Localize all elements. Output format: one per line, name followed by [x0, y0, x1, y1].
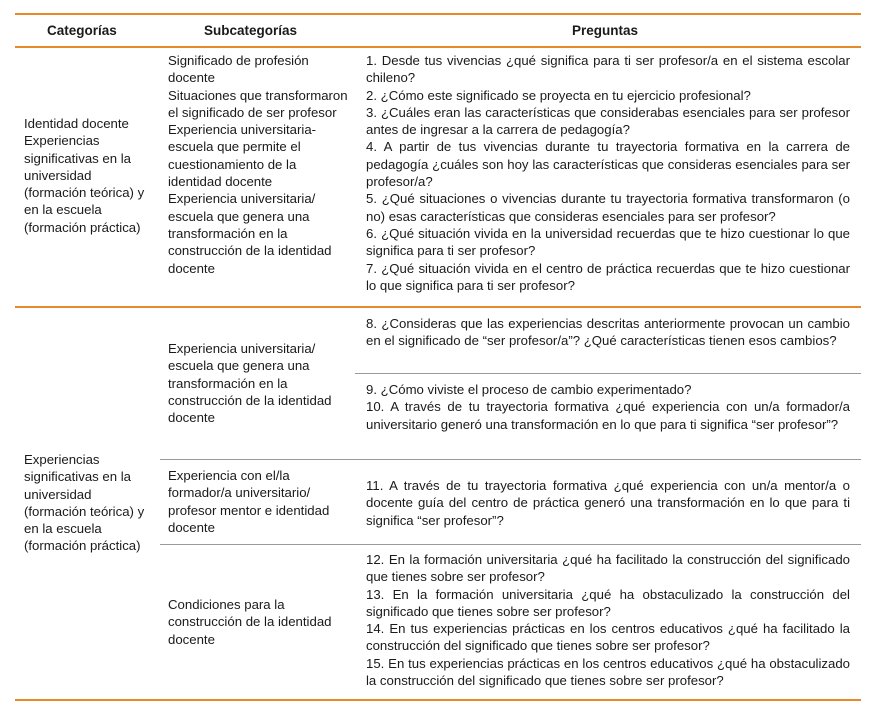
section1-category: Identidad docente Experiencias significativas en la universidad (formación teórica) y en la escuela (formación práctica) — [24, 116, 145, 235]
question-item: 3. ¿Cuáles eran las características que considerabas esenciales para ser profesor antes de ingresar a la carrera de pedagogía? — [366, 104, 850, 138]
row-divider-rule — [160, 459, 861, 460]
section2-subcategory-2: Experiencia con el/la formador/a universitario/ profesor mentor e identidad docente — [168, 468, 330, 535]
header-categorias: Categorías — [47, 23, 117, 38]
section2-question-group — [366, 477, 850, 529]
header-bottom-rule — [15, 46, 861, 48]
question-item: 1. Desde tus vivencias ¿qué significa para ti ser profesor/a en el sistema escolar chileno? — [366, 53, 850, 86]
section1-questions — [366, 52, 850, 294]
question-item: 2. ¿Cómo este significado se proyecta en tu ejercicio profesional? — [366, 87, 751, 103]
section2-question-group — [366, 315, 850, 350]
header-preguntas: Preguntas — [572, 23, 639, 38]
question-divider-rule — [355, 373, 861, 374]
section-divider-rule — [15, 306, 861, 308]
question-item: 10. A través de tu trayectoria formativa ¿qué experiencia con un/a formador/a universitario generó una transformación en lo que para ti significa “ser profesor”? — [366, 399, 850, 432]
question-item: 12. En la formación universitaria ¿qué ha facilitado la construcción del significado que tienes sobre ser profesor? — [366, 552, 850, 585]
question-item: 6. ¿Qué situación vivida en la universidad recuerdas que te hizo cuestionar lo que significa para ti ser profesor? — [366, 225, 850, 259]
question-item: 7. ¿Qué situación vivida en el centro de práctica recuerdas que te hizo cuestionar lo que significa para ti ser profesor? — [366, 260, 850, 293]
header-subcategorias: Subcategorías — [204, 23, 298, 38]
question-item: 14. En tus experiencias prácticas en los centros educativos ¿qué ha facilitado la construcción del significado que tienes sobre ser profesor? — [366, 621, 850, 654]
subcategory-item: Experiencia universitaria/ escuela que genera una transformación en la construcción de la identidad docente — [168, 191, 332, 276]
section2-subcategory-1: Experiencia universitaria/ escuela que genera una transformación en la construcción de la identidad docente — [168, 341, 332, 426]
subcategory-item: Situaciones que transformaron el significado de ser profesor — [168, 87, 348, 120]
subcategory-item: Experiencia universitaria-escuela que permite el cuestionamiento de la identidad docente — [168, 122, 317, 190]
section2-subcategory-3: Condiciones para la construcción de la identidad docente — [168, 597, 332, 647]
question-item: 5. ¿Qué situaciones o vivencias durante tu trayectoria formativa transformaron (o no) esas características que consideras esenciales para ser profesor? — [366, 191, 850, 224]
question-item: 15. En tus experiencias prácticas en los centros educativos ¿qué ha obstaculizado la construcción del significado que tienes sobre ser profesor? — [366, 655, 850, 689]
section2-question-group — [366, 381, 850, 433]
question-item: 11. A través de tu trayectoria formativa ¿qué experiencia con un/a mentor/a o docente guía del centro de práctica generó una transformación en lo que para ti significa “ser profesor”? — [366, 478, 850, 528]
section1-subcategories — [168, 52, 348, 277]
subcategory-item: Significado de profesión docente — [168, 53, 309, 86]
section2-category: Experiencias significativas en la universidad (formación teórica) y en la escuela (formación práctica) — [24, 452, 145, 554]
question-item: 8. ¿Consideras que las experiencias descritas anteriormente provocan un cambio en el significado de “ser profesor/a”? ¿Qué características tienen esos cambios? — [366, 316, 850, 349]
row-divider-rule — [160, 544, 861, 545]
question-item: 13. En la formación universitaria ¿qué ha obstaculizado la construcción del significado que tienes sobre ser profesor? — [366, 586, 850, 619]
table-bottom-rule — [15, 699, 861, 701]
table-top-rule — [15, 13, 861, 15]
question-item: 9. ¿Cómo viviste el proceso de cambio experimentado? — [366, 382, 692, 397]
section2-question-group — [366, 551, 850, 689]
question-item: 4. A partir de tus vivencias durante tu trayectoria formativa en la carrera de pedagogía ¿cuáles son hoy las características que consideras esenciales para ser profesor/a? — [366, 139, 850, 190]
